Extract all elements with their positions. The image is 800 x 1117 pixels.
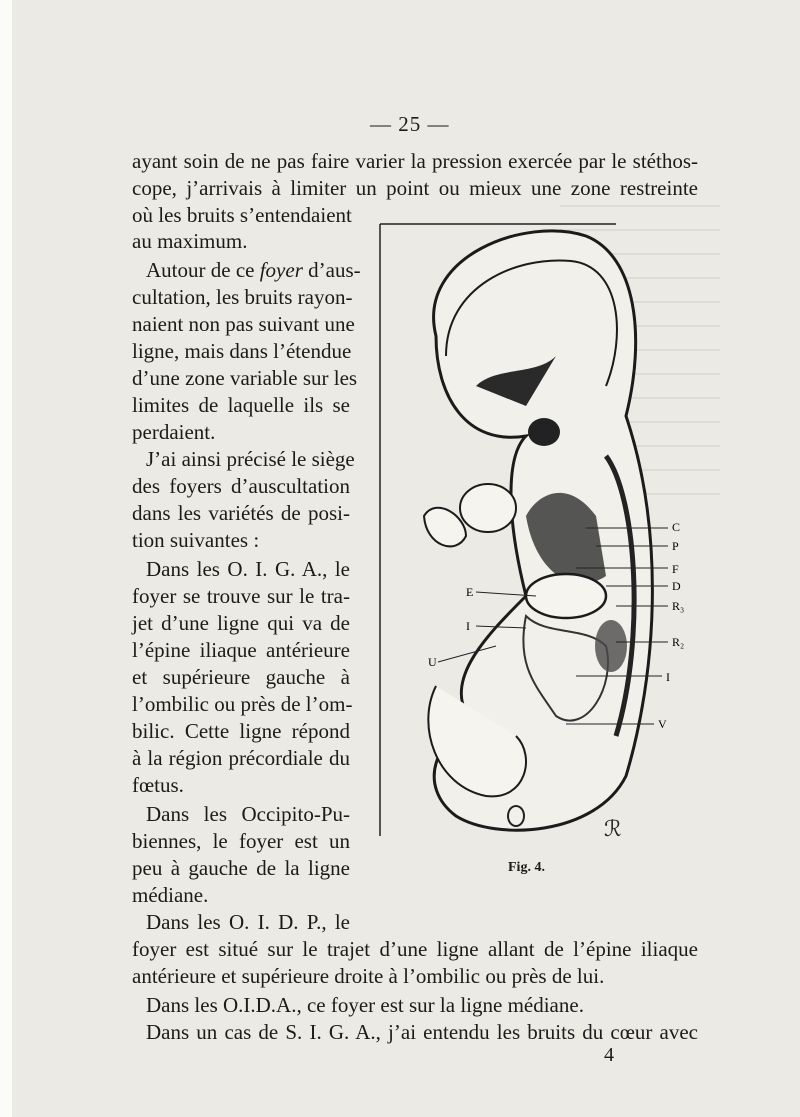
- text-line: à la région précordiale du: [132, 746, 350, 770]
- figure-label: E: [466, 585, 474, 599]
- text-line: médiane.: [132, 883, 209, 907]
- text-line: biennes, le foyer est un: [132, 829, 350, 853]
- text-run: Autour de ce foyer d’aus-: [146, 258, 361, 282]
- text-line: bilic. Cette ligne répond: [132, 719, 350, 743]
- figure-label: D: [672, 579, 681, 593]
- text-line: Dans les O. I. D. P., le: [146, 910, 350, 934]
- text-line: où les bruits s’entendaient: [132, 203, 352, 227]
- text-line: jet d’une ligne qui va de: [132, 611, 350, 635]
- figure-label: R₃: [672, 599, 685, 613]
- figure-label: P: [672, 539, 679, 553]
- text-line: peu à gauche de la ligne: [132, 856, 350, 880]
- text-line: Dans les O.I.D.A., ce foyer est sur la ligne médiane.: [146, 993, 584, 1017]
- svg-text:ℛ: ℛ: [604, 817, 622, 842]
- text-line: antérieure et supérieure droite à l’ombilic ou près de lui.: [132, 964, 605, 988]
- text-line: Dans un cas de S. I. G. A., j’ai entendu les bruits du cœur avec: [146, 1020, 698, 1044]
- fetus-illustration: [376, 216, 696, 848]
- text-line: au maximum.: [132, 229, 248, 253]
- text-line: naient non pas suivant une: [132, 312, 355, 336]
- text-line: dans les variétés de posi-: [132, 501, 350, 525]
- page-number: — 25 —: [370, 112, 450, 136]
- text-line: des foyers d’auscultation: [132, 474, 350, 498]
- text-line: d’une zone variable sur les: [132, 366, 358, 390]
- text-line: foyer se trouve sur le tra-: [132, 584, 350, 608]
- text-line: cope, j’arrivais à limiter un point ou mieux une zone restreinte: [132, 176, 698, 200]
- text-line: Dans les O. I. G. A., le: [146, 557, 350, 581]
- figure-label: R₂: [672, 635, 685, 649]
- figure-label: V: [658, 717, 667, 731]
- text-line: cultation, les bruits rayon-: [132, 285, 353, 309]
- text-line: limites de laquelle ils se: [132, 393, 350, 417]
- figure-label: I: [466, 619, 470, 633]
- text-line: J’ai ainsi précisé le siège: [146, 447, 355, 471]
- page-edge: [0, 0, 12, 1117]
- text-line: [146, 257, 361, 284]
- figure-caption: Fig. 4.: [508, 860, 545, 875]
- text-line: et supérieure gauche à: [132, 665, 350, 689]
- text-line: perdaient.: [132, 420, 216, 444]
- figure-label: U: [428, 655, 437, 669]
- text-line: l’ombilic ou près de l’om-: [132, 692, 353, 716]
- text-line: tion suivantes :: [132, 528, 260, 552]
- figure-label: F: [672, 562, 679, 576]
- signature-mark: 4: [604, 1044, 614, 1066]
- text-line: l’épine iliaque antérieure: [132, 638, 350, 662]
- text-line: Dans les Occipito-Pu-: [146, 802, 350, 826]
- figure-label: I: [666, 670, 670, 684]
- text-line: foyer est situé sur le trajet d’une ligne allant de l’épine iliaque: [132, 937, 698, 961]
- italic-word: foyer: [259, 258, 303, 282]
- text-line: ayant soin de ne pas faire varier la pression exercée par le stéthos-: [132, 149, 698, 173]
- text-line: fœtus.: [132, 773, 184, 797]
- figure-label: C: [672, 520, 681, 534]
- text-line: ligne, mais dans l’étendue: [132, 339, 352, 363]
